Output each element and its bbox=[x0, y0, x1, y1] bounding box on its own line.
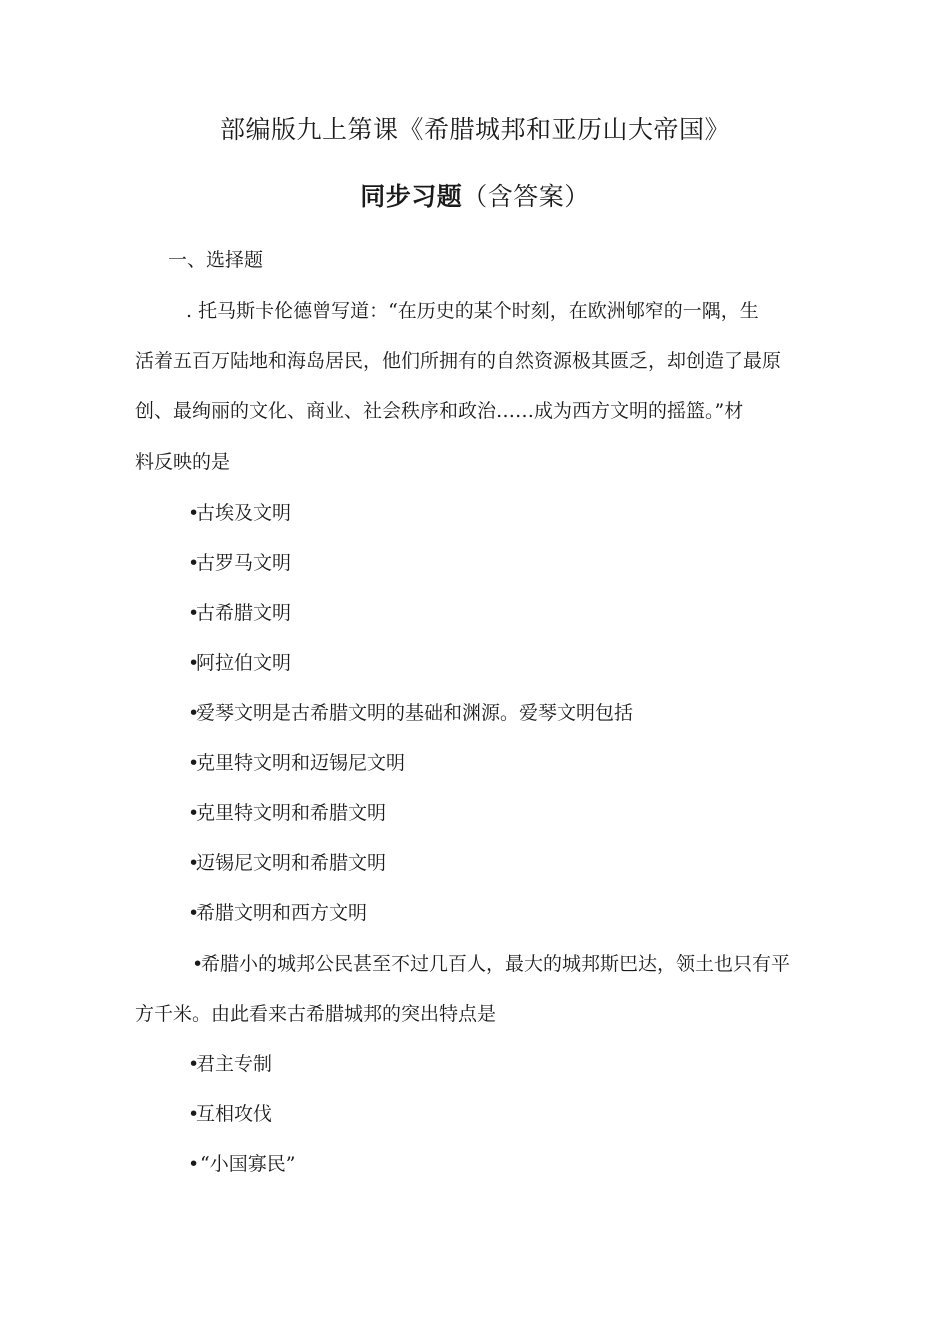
option-text: 克里特文明和希腊文明 bbox=[196, 802, 387, 824]
option-q1-d bbox=[188, 649, 291, 677]
option-text: 互相攻伐 bbox=[196, 1103, 273, 1125]
bullet-icon: • bbox=[188, 702, 200, 724]
option-q2-d bbox=[188, 899, 367, 927]
bullet-icon: • bbox=[188, 502, 200, 524]
option-text: 迈锡尼文明和希腊文明 bbox=[196, 852, 387, 874]
option-q1-a bbox=[188, 499, 291, 527]
option-text: 君主专制 bbox=[196, 1053, 273, 1075]
section-heading: 一、选择题 bbox=[168, 249, 264, 271]
subtitle-rest: （含答案） bbox=[462, 182, 590, 211]
option-q1-c bbox=[188, 599, 291, 627]
option-text: 希腊文明和西方文明 bbox=[196, 902, 368, 924]
document-subtitle bbox=[0, 180, 950, 214]
option-q2-b bbox=[188, 799, 386, 827]
option-q1-b bbox=[188, 549, 291, 577]
bullet-icon: • bbox=[188, 652, 200, 674]
bullet-icon: • bbox=[188, 1053, 200, 1075]
option-text: “小国寡民” bbox=[200, 1153, 296, 1175]
question-1-line-3: 创、最绚丽的文化、商业、社会秩序和政治……成为西方文明的摇篮。”材 bbox=[135, 400, 744, 422]
question-1-line-2: 活着五百万陆地和海岛居民，他们所拥有的自然资源极其匮乏，却创造了最原 bbox=[135, 350, 782, 372]
option-q2-c bbox=[188, 849, 386, 877]
option-text: 克里特文明和迈锡尼文明 bbox=[196, 752, 406, 774]
bullet-icon: • bbox=[188, 802, 200, 824]
question-1-line-1: . 托马斯卡伦德曾写道：“在历史的某个时刻，在欧洲郇窄的一隅，生 bbox=[186, 300, 759, 322]
bullet-icon: • bbox=[188, 1103, 200, 1125]
bullet-icon: • bbox=[188, 752, 200, 774]
option-q2-a bbox=[188, 749, 405, 777]
option-q3-b bbox=[188, 1100, 272, 1128]
question-3-line-1 bbox=[192, 950, 790, 978]
bullet-icon: • bbox=[188, 602, 200, 624]
subtitle-bold: 同步习题 bbox=[360, 182, 463, 211]
bullet-icon: • bbox=[188, 552, 200, 574]
option-q3-a bbox=[188, 1050, 272, 1078]
question-2 bbox=[188, 699, 633, 727]
question-text: 爱琴文明是古希腊文明的基础和渊源。爱琴文明包括 bbox=[196, 702, 634, 724]
option-text: 阿拉伯文明 bbox=[196, 652, 292, 674]
bullet-icon: • bbox=[188, 1153, 200, 1175]
option-q3-c bbox=[188, 1150, 295, 1178]
option-text: 古希腊文明 bbox=[196, 602, 292, 624]
document-title: 部编版九上第课《希腊城邦和亚历山大帝国》 bbox=[219, 115, 730, 144]
bullet-icon: • bbox=[188, 852, 200, 874]
option-text: 古罗马文明 bbox=[196, 552, 292, 574]
bullet-icon: • bbox=[192, 953, 204, 975]
bullet-icon: • bbox=[188, 902, 200, 924]
question-1-line-4: 料反映的是 bbox=[135, 451, 231, 473]
question-text: 希腊小的城邦公民甚至不过几百人，最大的城邦斯巴达，领土也只有平 bbox=[201, 953, 791, 975]
option-text: 古埃及文明 bbox=[196, 502, 292, 524]
question-3-line-2: 方千米。由此看来古希腊城邦的突出特点是 bbox=[135, 1003, 497, 1025]
